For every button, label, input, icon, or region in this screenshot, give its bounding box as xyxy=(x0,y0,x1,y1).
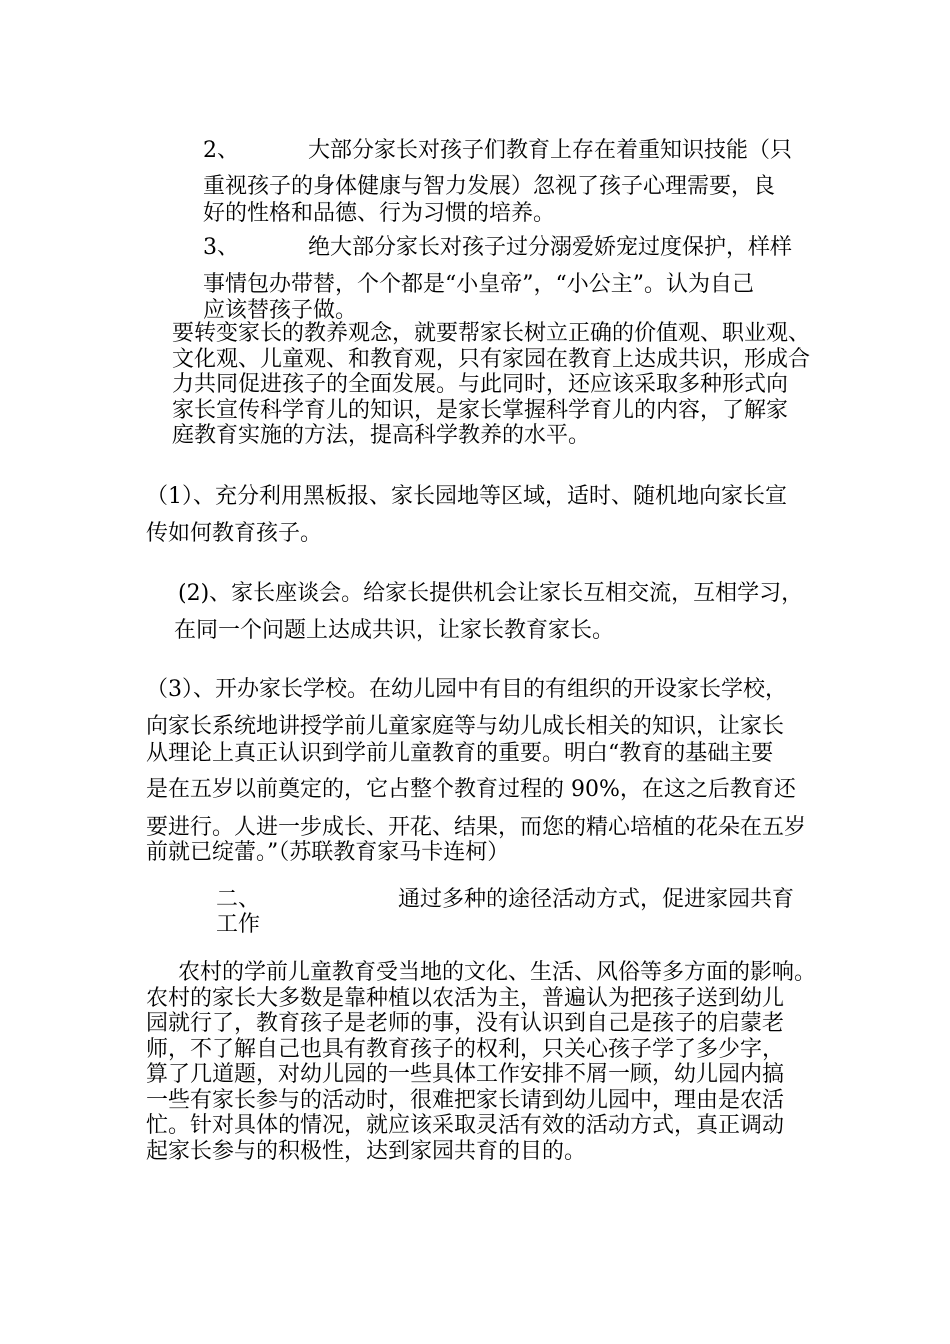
text-line: 在同一个问题上达成共识，让家长教育家长。 xyxy=(174,618,615,643)
text-line: 家长宣传科学育儿的知识，是家长掌握科学育儿的内容，了解家 xyxy=(172,398,789,423)
section-heading: 工作 xyxy=(216,912,261,937)
text-line: 从理论上真正认识到学前儿童教育的重要。明白“教育的基础主要 xyxy=(146,741,774,766)
text-line: 是在五岁以前奠定的，它占整个教育过程的 90%，在这之后教育还 xyxy=(146,777,796,802)
text-line: 要转变家长的教养观念，就要帮家长树立正确的价值观、职业观、 xyxy=(172,321,811,346)
text-line: 传如何教育孩子。 xyxy=(146,521,323,546)
text-line: 一些有家长参与的活动时，很难把家长请到幼儿园中，理由是农活 xyxy=(146,1088,785,1113)
text-line: 庭教育实施的方法，提高科学教养的水平。 xyxy=(172,423,591,448)
text-line: 事情包办带替，个个都是“小皇帝”，“小公主”。认为自己 xyxy=(203,272,754,297)
text-line: 农村的学前儿童教育受当地的文化、生活、风俗等多方面的影响。 xyxy=(178,960,817,985)
text-line: （1）、充分利用黑板报、家长园地等区域，适时、随机地向家长宣 xyxy=(146,484,787,509)
text-line: 好的性格和品德、行为习惯的培养。 xyxy=(203,201,556,226)
text-line: 大部分家长对孩子们教育上存在着重知识技能（只 xyxy=(308,138,793,163)
text-line: （3）、开办家长学校。在幼儿园中有目的有组织的开设家长学校， xyxy=(146,677,787,702)
text-line: 农村的家长大多数是靠种植以农活为主，普遍认为把孩子送到幼儿 xyxy=(146,986,785,1011)
text-line: 要进行。人进一步成长、开花、结果，而您的精心培植的花朵在五岁 xyxy=(146,815,807,840)
text-line: 重视孩子的身体健康与智力发展）忽视了孩子心理需要，良 xyxy=(203,174,776,199)
text-line: 忙。针对具体的情况，就应该采取灵活有效的活动方式，真正调动 xyxy=(146,1113,785,1138)
text-line: 向家长系统地讲授学前儿童家庭等与幼儿成长相关的知识，让家长 xyxy=(146,714,785,739)
text-line: 前就已绽蕾。”（苏联教育家马卡连柯） xyxy=(146,840,510,865)
text-line: 园就行了，教育孩子是老师的事，没有认识到自己是孩子的启蒙老 xyxy=(146,1011,785,1036)
text-line: 文化观、儿童观、和教育观，只有家园在教育上达成共识，形成合 xyxy=(172,347,811,372)
text-line: (2)、家长座谈会。给家长提供机会让家长互相交流，互相学习， xyxy=(178,581,804,606)
list-number: 2、 xyxy=(203,138,239,163)
text-line: 绝大部分家长对孩子过分溺爱娇宠过度保护，样样 xyxy=(308,235,793,260)
section-heading: 通过多种的途径活动方式，促进家园共育 xyxy=(398,887,795,912)
list-number: 3、 xyxy=(203,235,239,260)
text-line: 算了几道题，对幼儿园的一些具体工作安排不屑一顾，幼儿园内搞 xyxy=(146,1062,785,1087)
text-line: 力共同促进孩子的全面发展。与此同时，还应该采取多种形式向 xyxy=(172,372,789,397)
text-line: 起家长参与的积极性，达到家园共育的目的。 xyxy=(146,1139,587,1164)
text-line: 应该替孩子做。 xyxy=(203,298,358,323)
section-number: 二、 xyxy=(216,887,261,912)
text-line: 师，不了解自己也具有教育孩子的权利，只关心孩子学了多少字， xyxy=(146,1037,785,1062)
